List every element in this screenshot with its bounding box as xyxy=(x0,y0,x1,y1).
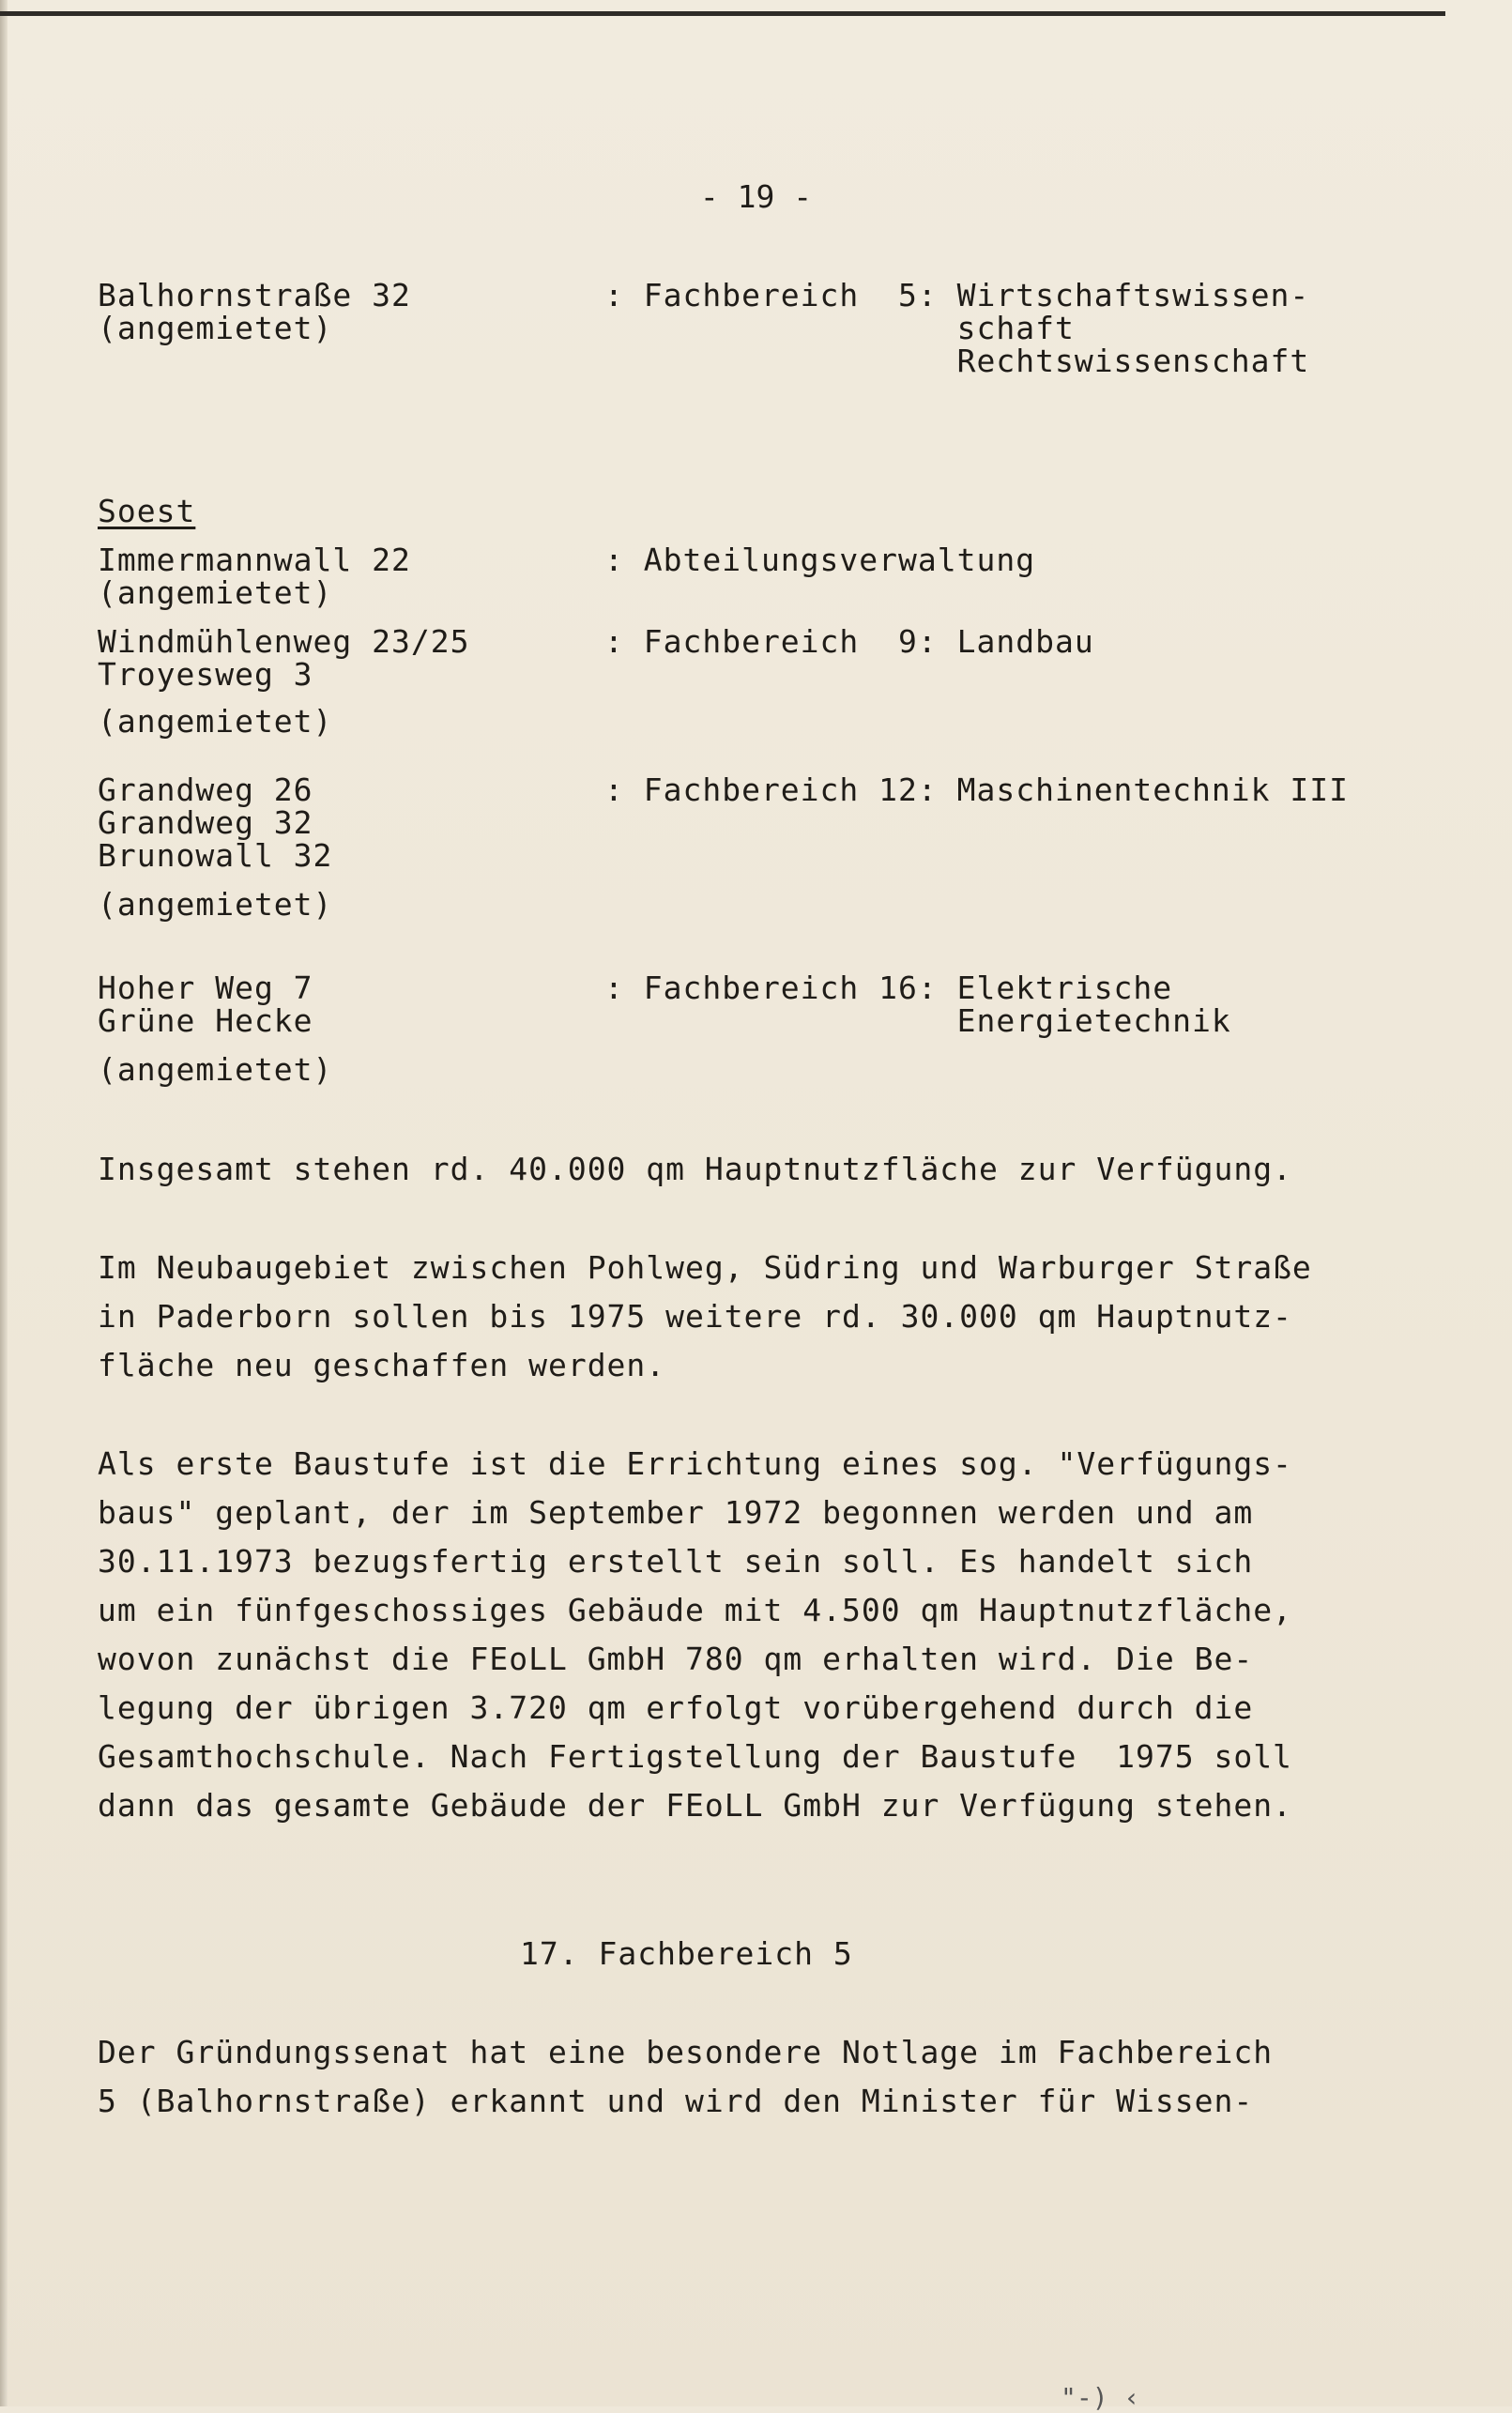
paragraph-line: legung der übrigen 3.720 qm erfolgt vorübergehend durch die xyxy=(98,1689,1254,1726)
section-heading: 17. Fachbereich 5 xyxy=(520,1935,853,1972)
paragraph-line: Der Gründungssenat hat eine besondere Notlage im Fachbereich xyxy=(98,2034,1274,2070)
paragraph-line: wovon zunächst die FEoLL GmbH 780 qm erhalten wird. Die Be- xyxy=(98,1641,1254,1677)
paragraph-line: um ein fünfgeschossiges Gebäude mit 4.500 qm Hauptnutzfläche, xyxy=(98,1592,1292,1628)
bottom-mark: "‐) ‹ xyxy=(1061,2382,1140,2413)
paragraph-line: Insgesamt stehen rd. 40.000 qm Hauptnutzfläche zur Verfügung. xyxy=(98,1151,1292,1187)
paragraph-line: 30.11.1973 bezugsfertig erstellt sein soll. Es handelt sich xyxy=(98,1543,1254,1580)
department-line: : Fachbereich 9: Landbau xyxy=(604,623,1094,660)
address-line: Immermannwall 22 xyxy=(98,542,411,578)
paragraph-line: in Paderborn sollen bis 1975 weitere rd. 30.000 qm Hauptnutz- xyxy=(98,1298,1292,1335)
address-line: (angemietet) xyxy=(98,886,333,923)
page-edge xyxy=(0,0,8,2406)
address-line: Grüne Hecke xyxy=(98,1002,313,1039)
address-line: Hoher Weg 7 xyxy=(98,970,313,1006)
department-line: Rechtswissenschaft xyxy=(604,343,1310,379)
top-rule xyxy=(0,11,1445,16)
department-line: : Fachbereich 12: Maschinentechnik III xyxy=(604,771,1349,808)
address-line: Brunowall 32 xyxy=(98,837,333,874)
paragraph-line: dann das gesamte Gebäude der FEoLL GmbH zur Verfügung stehen. xyxy=(98,1787,1292,1824)
address-line: Grandweg 32 xyxy=(98,804,313,841)
address-line: Troyesweg 3 xyxy=(98,656,313,693)
page-number: - 19 - xyxy=(699,178,813,215)
address-line: (angemietet) xyxy=(98,1051,333,1088)
address-line: (angemietet) xyxy=(98,574,333,611)
department-line: : Abteilungsverwaltung xyxy=(604,542,1036,578)
section-heading-soest: Soest xyxy=(98,493,196,529)
department-line: schaft xyxy=(604,310,1075,346)
department-line: : Fachbereich 5: Wirtschaftswissen- xyxy=(604,277,1310,313)
address-line: (angemietet) xyxy=(98,310,333,346)
paragraph-line: Im Neubaugebiet zwischen Pohlweg, Südring und Warburger Straße xyxy=(98,1249,1312,1286)
address-line: Windmühlenweg 23/25 xyxy=(98,623,470,660)
paragraph-line: baus" geplant, der im September 1972 begonnen werden und am xyxy=(98,1494,1254,1531)
department-line: Energietechnik xyxy=(604,1002,1231,1039)
address-line: Balhornstraße 32 xyxy=(98,277,411,313)
paragraph-line: fläche neu geschaffen werden. xyxy=(98,1347,666,1383)
paragraph-line: 5 (Balhornstraße) erkannt und wird den Minister für Wissen- xyxy=(98,2083,1254,2119)
paragraph-line: Als erste Baustufe ist die Errichtung eines sog. "Verfügungs- xyxy=(98,1445,1292,1482)
department-line: : Fachbereich 16: Elektrische xyxy=(604,970,1173,1006)
address-line: Grandweg 26 xyxy=(98,771,313,808)
paragraph-line: Gesamthochschule. Nach Fertigstellung der Baustufe 1975 soll xyxy=(98,1738,1292,1775)
address-line: (angemietet) xyxy=(98,703,333,740)
